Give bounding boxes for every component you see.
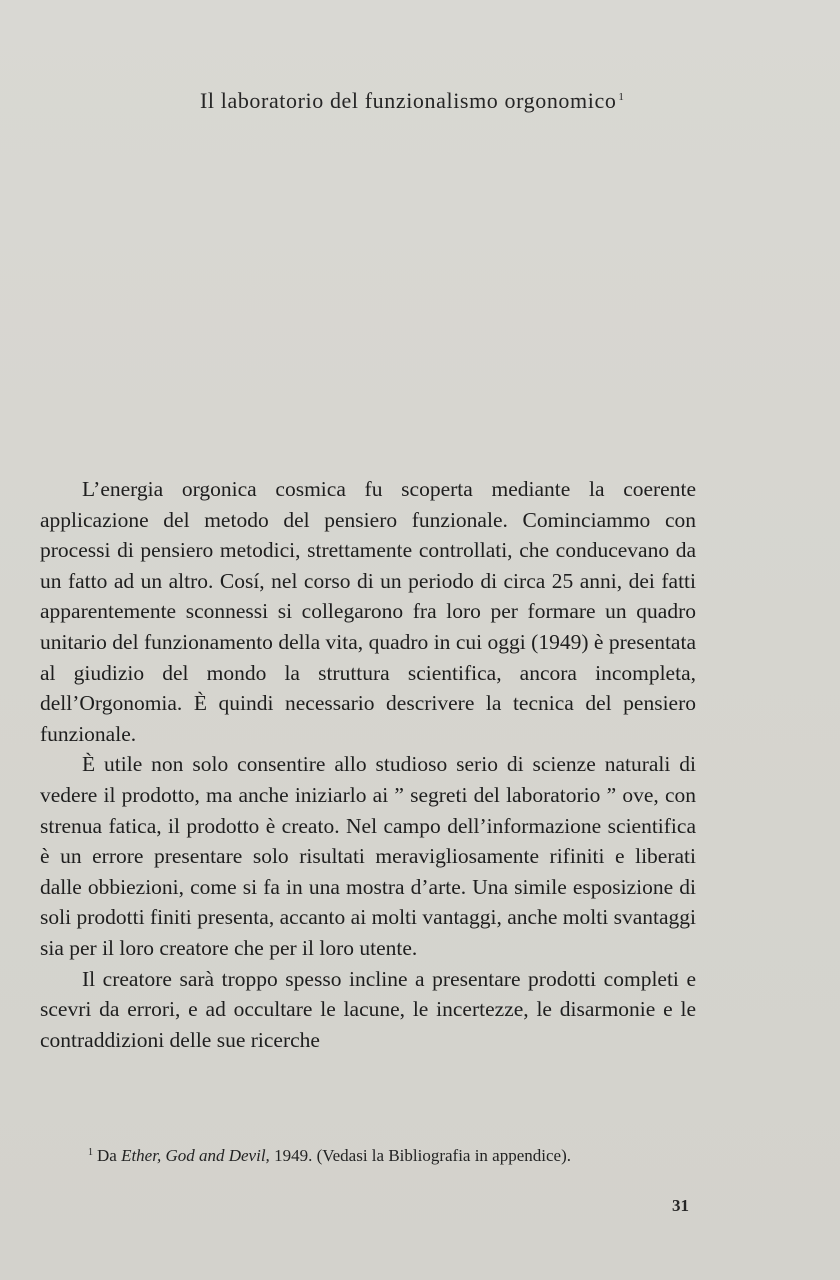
chapter-title xyxy=(200,88,700,114)
footnote-marker: 1 xyxy=(88,1147,93,1158)
chapter-title-text: Il laboratorio del funzionalismo orgonomico xyxy=(200,88,617,113)
paragraph-2: È utile non solo consentire allo studioso serio di scienze naturali di vedere il prodotto, ma anche iniziarlo ai ” segreti del laboratorio ” ove, con strenua fatica, il prodotto è creato. Nel campo dell’informazione scientifica è un errore presentare solo risultati meravigliosamente rifiniti e liberati dalle obbiezioni, come si fa in una mostra d’arte. Una simile esposizione di soli prodotti finiti presenta, accanto ai molti vantaggi, anche molti svantaggi sia per il loro creatore che per il loro utente. xyxy=(40,752,696,960)
page-number: 31 xyxy=(672,1196,689,1215)
chapter-title-footnote-marker: 1 xyxy=(618,91,625,103)
body-text xyxy=(40,474,696,1055)
footnote-suffix: 1949. (Vedasi la Bibliografia in appendice). xyxy=(274,1146,571,1165)
paragraph-3: Il creatore sarà troppo spesso incline a presentare prodotti completi e scevri da errori, e ad occultare le lacune, le incertezze, le disarmonie e le contraddizioni delle sue ricerche xyxy=(40,966,696,1052)
footnote-work-title: Ether, God and Devil, xyxy=(121,1146,270,1165)
footnote xyxy=(88,1146,700,1166)
paragraph-1: L’energia orgonica cosmica fu scoperta mediante la coerente applicazione del metodo del pensiero funzionale. Cominciammo con processi di pensiero metodici, strettamente controllati, che conducevano da un fatto ad un altro. Cosí, nel corso di un periodo di circa 25 anni, dei fatti apparentemente sconnessi si collegarono fra loro per formare un quadro unitario del funzionamento della vita, quadro in cui oggi (1949) è presentata al giudizio del mondo la struttura scientifica, ancora incompleta, dell’Orgonomia. È quindi necessario descrivere la tecnica del pensiero funzionale. xyxy=(40,477,696,746)
footnote-prefix: Da xyxy=(97,1146,117,1165)
